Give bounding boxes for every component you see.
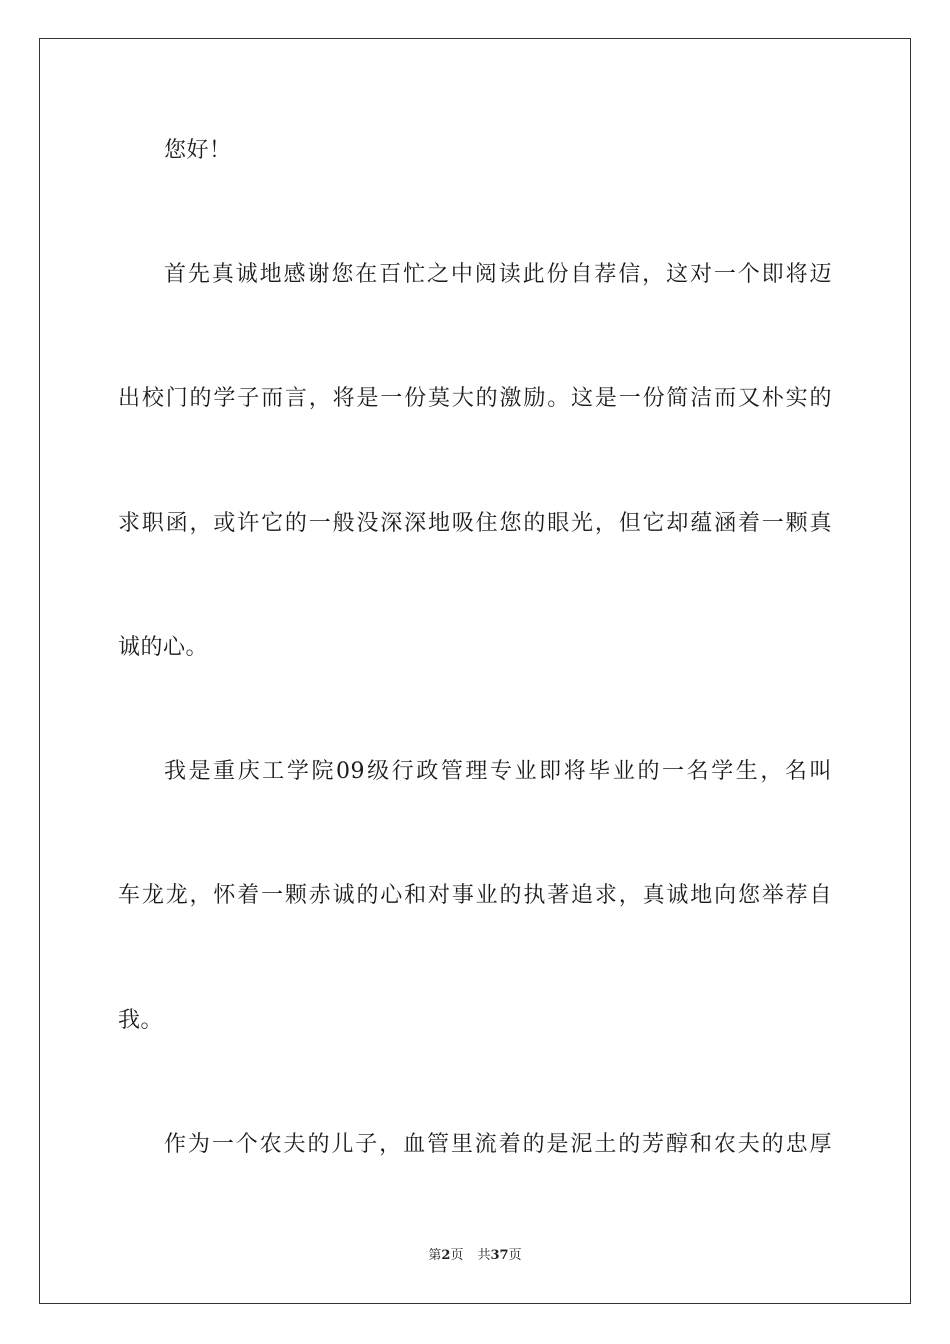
page-suffix: 页 bbox=[450, 1248, 464, 1263]
page-footer bbox=[0, 1247, 950, 1265]
paragraph-line: 我。 bbox=[118, 1008, 164, 1033]
paragraph-line: 车龙龙，怀着一颗赤诚的心和对事业的执著追求，真诚地向您举荐自 bbox=[118, 883, 832, 908]
page-prefix: 第 bbox=[428, 1248, 442, 1263]
greeting-line: 您好！ bbox=[164, 138, 232, 163]
total-suffix: 页 bbox=[508, 1248, 522, 1263]
paragraph-line: 诚的心。 bbox=[118, 635, 209, 660]
total-prefix: 共 bbox=[477, 1248, 491, 1263]
current-page-number: 2 bbox=[441, 1248, 451, 1263]
paragraph-line: 求职函，或许它的一般没深深地吸住您的眼光，但它却蕴涵着一颗真 bbox=[118, 511, 832, 536]
paragraph-line: 出校门的学子而言，将是一份莫大的激励。这是一份简洁而又朴实的 bbox=[118, 386, 832, 411]
paragraph-line: 作为一个农夫的儿子，血管里流着的是泥土的芳醇和农夫的忠厚 bbox=[164, 1132, 832, 1157]
total-page-number: 37 bbox=[490, 1248, 509, 1263]
paragraph-line: 我是重庆工学院09级行政管理专业即将毕业的一名学生，名叫 bbox=[164, 759, 832, 784]
paragraph-line: 首先真诚地感谢您在百忙之中阅读此份自荐信，这对一个即将迈 bbox=[164, 262, 832, 287]
page-border bbox=[39, 38, 911, 1304]
